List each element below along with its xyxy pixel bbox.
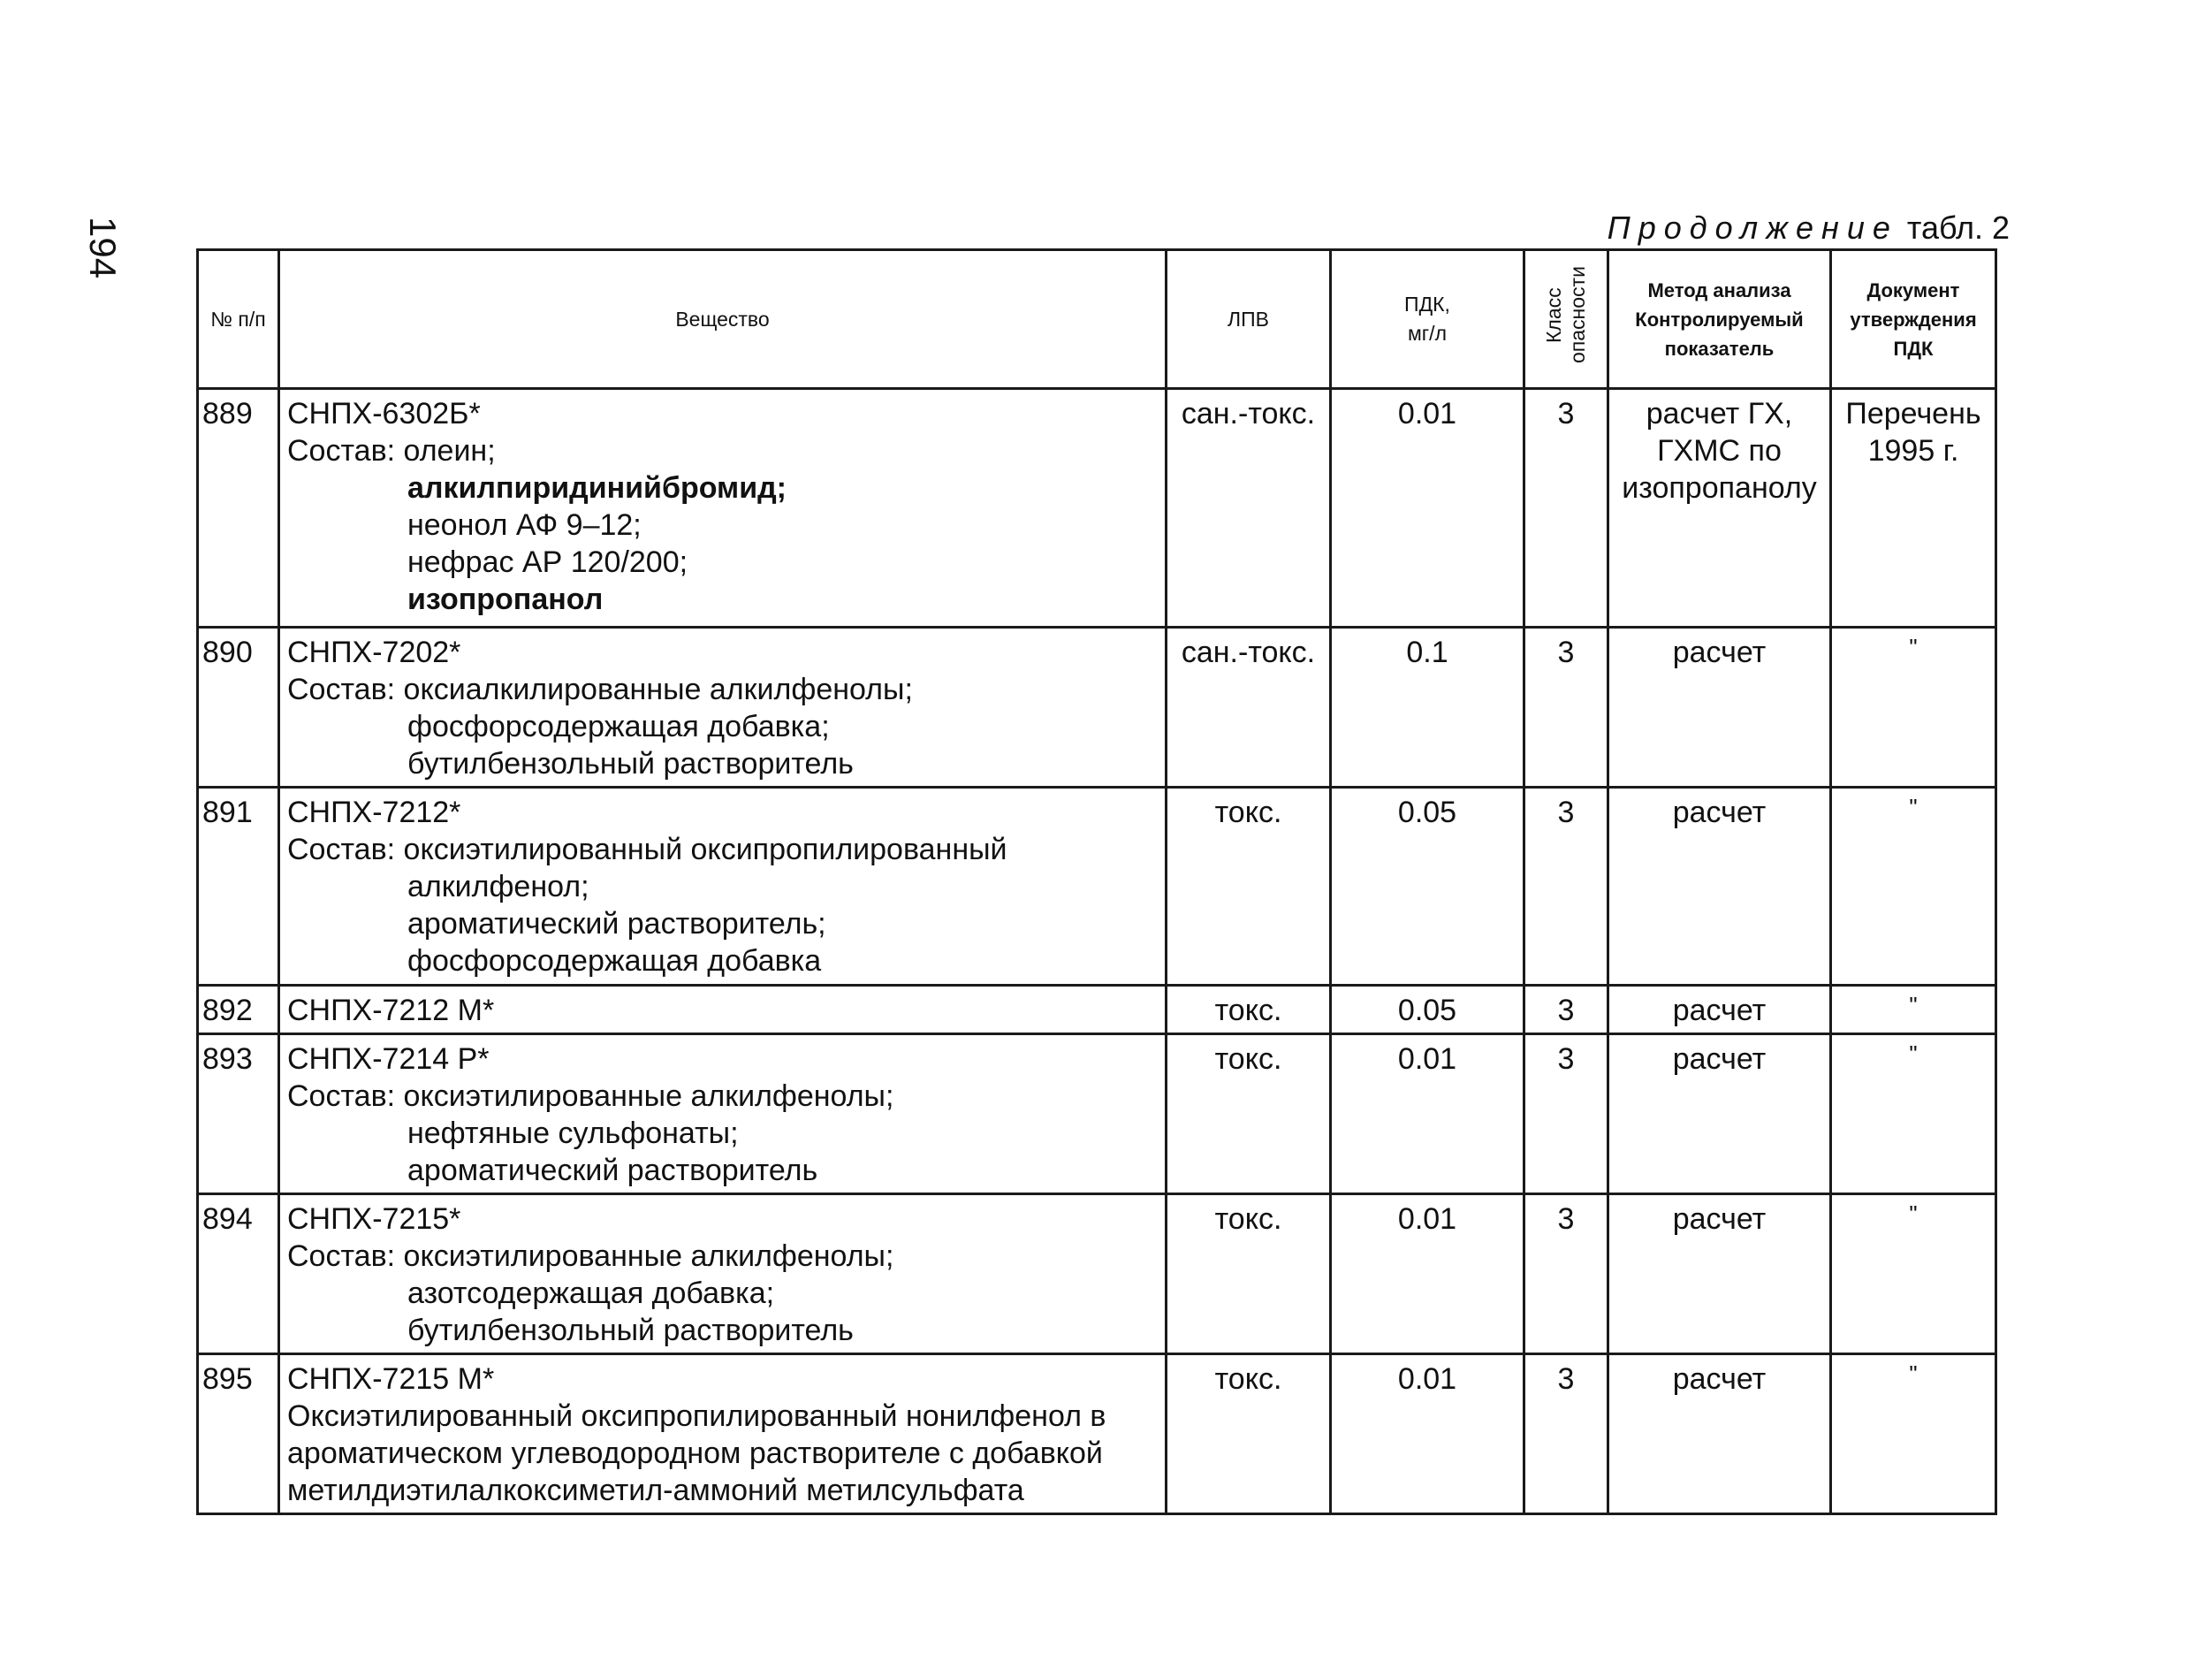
hazard-class-cell: 3	[1524, 1194, 1608, 1354]
lpv-cell: токс.	[1167, 1194, 1331, 1354]
pdk-cell: 0.05	[1331, 986, 1524, 1034]
header-method	[1608, 250, 1831, 389]
lpv-cell: токс.	[1167, 788, 1331, 986]
composition-line	[287, 671, 1158, 708]
component: ароматический растворитель;	[407, 907, 826, 941]
hazard-class-cell: 3	[1524, 1354, 1608, 1514]
lpv-cell: токс.	[1167, 986, 1331, 1034]
header-method-line-3: показатель	[1664, 337, 1775, 360]
document-cell: "	[1831, 788, 1996, 986]
row-number: 894	[198, 1194, 279, 1354]
method-line-1: расчет ГХ,	[1646, 397, 1793, 431]
composition-line	[287, 432, 1158, 469]
composition-label: Состав:	[287, 833, 396, 866]
component: нефтяные сульфонаты;	[407, 1116, 739, 1150]
composition-line	[287, 1238, 1158, 1275]
header-lpv: ЛПВ	[1167, 250, 1331, 389]
substance-cell	[279, 1194, 1167, 1354]
substance-name: СНПХ-6302Б*	[287, 397, 481, 431]
row-number: 890	[198, 628, 279, 788]
component: ароматический растворитель	[407, 1154, 818, 1187]
header-method-line-2: Контролируемый	[1635, 308, 1804, 331]
caption-continued: Продолжение	[1607, 210, 1898, 246]
document-cell: "	[1831, 1034, 1996, 1194]
header-hazard-class-label: Класс опасности	[1542, 266, 1589, 364]
caption-table-ref: табл. 2	[1906, 210, 2010, 246]
composition-line	[287, 1078, 1158, 1115]
header-method-line-1: Метод анализа	[1647, 278, 1791, 301]
composition-line	[287, 831, 1158, 868]
document-cell: "	[1831, 1194, 1996, 1354]
pdk-cell: 0.01	[1331, 1354, 1524, 1514]
lpv-cell: токс.	[1167, 1034, 1331, 1194]
method-cell	[1608, 389, 1831, 628]
table-caption	[1608, 210, 2010, 247]
document-cell	[1831, 389, 1996, 628]
header-pdk-label: ПДК,	[1404, 293, 1450, 316]
header-document-line-1: Документ	[1866, 278, 1960, 301]
method-line-2: ГХМС по	[1657, 434, 1782, 468]
lpv-cell: сан.-токс.	[1167, 389, 1331, 628]
header-num: № п/п	[198, 250, 279, 389]
table-row	[198, 986, 1996, 1034]
composition-label: Состав:	[287, 1079, 396, 1113]
document-cell: "	[1831, 1354, 1996, 1514]
component: фосфорсодержащая добавка;	[407, 710, 830, 743]
table-row	[198, 1354, 1996, 1514]
table-row	[198, 788, 1996, 986]
header-document	[1831, 250, 1996, 389]
substance-cell	[279, 628, 1167, 788]
lpv-cell: токс.	[1167, 1354, 1331, 1514]
substance-description: Оксиэтилированный оксипропилированный нонилфенол в ароматическом углеводородном растворителе с добавкой метилдиэтилалкоксиметил-аммоний метилсульфата	[287, 1399, 1106, 1507]
component: неонол АФ 9–12;	[407, 508, 642, 542]
table-row	[198, 628, 1996, 788]
component: бутилбензольный растворитель	[407, 747, 854, 781]
substance-cell	[279, 788, 1167, 986]
substances-table	[196, 248, 1997, 1515]
substance-name: СНПХ-7215 М*	[287, 1362, 495, 1396]
header-pdk-unit: мг/л	[1407, 322, 1447, 345]
substance-name: СНПХ-7212 М*	[287, 994, 495, 1027]
substance-cell	[279, 986, 1167, 1034]
substance-name: СНПХ-7214 Р*	[287, 1042, 490, 1076]
hazard-class-cell: 3	[1524, 389, 1608, 628]
substance-cell	[279, 1354, 1167, 1514]
pdk-cell: 0.1	[1331, 628, 1524, 788]
method-cell: расчет	[1608, 1034, 1831, 1194]
composition-label: Состав:	[287, 434, 396, 468]
component: оксиэтилированные алкилфенолы;	[403, 1079, 894, 1113]
component: алкилфенол;	[407, 870, 589, 903]
pdk-cell: 0.01	[1331, 389, 1524, 628]
header-pdk	[1331, 250, 1524, 389]
substance-name: СНПХ-7215*	[287, 1202, 461, 1236]
component: оксиэтилированный оксипропилированный	[403, 833, 1007, 866]
component: бутилбензольный растворитель	[407, 1314, 854, 1347]
table-header-row	[198, 250, 1996, 389]
pdk-cell: 0.01	[1331, 1034, 1524, 1194]
method-cell: расчет	[1608, 788, 1831, 986]
component: нефрас АР 120/200;	[407, 545, 688, 579]
substance-name: СНПХ-7202*	[287, 636, 461, 669]
substance-name: СНПХ-7212*	[287, 796, 461, 829]
component: фосфорсодержащая добавка	[407, 944, 822, 978]
hazard-class-cell: 3	[1524, 788, 1608, 986]
hazard-class-cell: 3	[1524, 1034, 1608, 1194]
row-number: 892	[198, 986, 279, 1034]
pdk-cell: 0.05	[1331, 788, 1524, 986]
row-number: 889	[198, 389, 279, 628]
substance-cell	[279, 389, 1167, 628]
document-cell: "	[1831, 628, 1996, 788]
method-cell: расчет	[1608, 1194, 1831, 1354]
component: оксиэтилированные алкилфенолы;	[403, 1239, 894, 1273]
method-cell: расчет	[1608, 1354, 1831, 1514]
component: азотсодержащая добавка;	[407, 1277, 775, 1310]
row-number: 891	[198, 788, 279, 986]
table-row	[198, 1194, 1996, 1354]
document-cell: "	[1831, 986, 1996, 1034]
substance-cell	[279, 1034, 1167, 1194]
table-row	[198, 1034, 1996, 1194]
page-number: 194	[82, 217, 124, 279]
method-line-3: изопропанолу	[1622, 471, 1817, 505]
component: алкилпиридинийбромид;	[407, 471, 787, 505]
component: оксиалкилированные алкилфенолы;	[403, 673, 913, 706]
component: изопропанол	[407, 583, 604, 616]
header-hazard-class	[1524, 250, 1608, 389]
header-substance: Вещество	[279, 250, 1167, 389]
document-line-1: Перечень	[1845, 397, 1981, 431]
row-number: 895	[198, 1354, 279, 1514]
method-cell: расчет	[1608, 986, 1831, 1034]
lpv-cell: сан.-токс.	[1167, 628, 1331, 788]
method-cell: расчет	[1608, 628, 1831, 788]
composition-label: Состав:	[287, 1239, 396, 1273]
hazard-class-cell: 3	[1524, 986, 1608, 1034]
header-document-line-3: ПДК	[1893, 337, 1934, 360]
table-row	[198, 389, 1996, 628]
hazard-class-cell: 3	[1524, 628, 1608, 788]
header-document-line-2: утверждения	[1850, 308, 1977, 331]
pdk-cell: 0.01	[1331, 1194, 1524, 1354]
component: олеин;	[403, 434, 496, 468]
row-number: 893	[198, 1034, 279, 1194]
document-line-2: 1995 г.	[1867, 434, 1959, 468]
composition-label: Состав:	[287, 673, 396, 706]
